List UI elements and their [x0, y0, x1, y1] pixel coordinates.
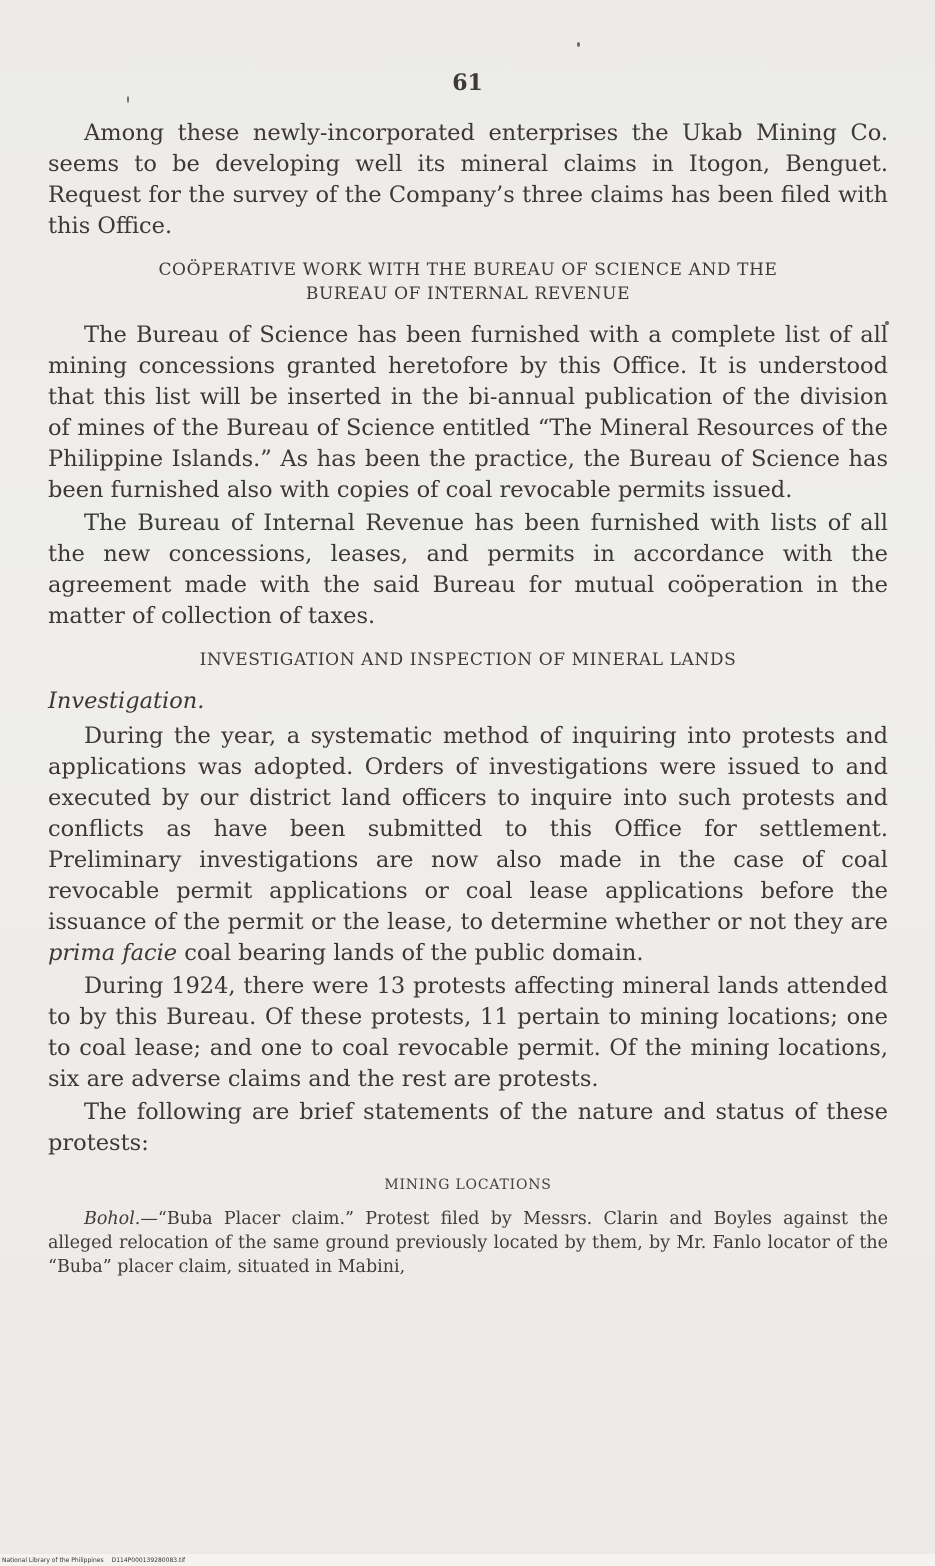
section-heading-line1: COÖPERATIVE WORK WITH THE BUREAU OF SCIENCE AND THE [158, 260, 778, 280]
page-number: 61 [452, 70, 483, 96]
paragraph-text-start: During the year, a systematic method of inquiring into protests and applications was adopted. Orders of investigations were issued to and executed by our district land officers to inquire into such protests and conflicts as have been submitted to this Office for settlement. Preliminary investigations are now also made in the case of coal revocable permit applications or coal lease applications before the issuance of the permit or the lease, to determine whether or not they are [48, 723, 888, 935]
intro-paragraph: Among these newly-incorporated enterprises the Ukab Mining Co. seems to be developing well its mineral claims in Itogon, Benguet. Request for the survey of the Company’s three claims has been filed with this Office. [48, 120, 888, 239]
footer-source: National Library of the Philippines [2, 1557, 104, 1564]
paragraph-systematic-method [48, 721, 888, 969]
paragraph-protests-1924: During 1924, there were 13 protests affecting mineral lands attended to by this Bureau. Of these protests, 11 pertain to mining locations; one to coal lease; and one to coal revocable permit. Of the mining locations, six are adverse claims and the rest are protests. [48, 973, 888, 1092]
ink-speck [127, 96, 129, 103]
section-heading-mining-locations: MINING LOCATIONS [384, 1177, 552, 1193]
paragraph-bohol-protest [48, 1207, 888, 1279]
section-heading-investigation: INVESTIGATION AND INSPECTION OF MINERAL LANDS [199, 650, 737, 670]
paragraph-bureau-of-science: The Bureau of Science has been furnished with a complete list of all mining concessions granted heretofore by this Office. It is understood that this list will be inserted in the bi-annual publication of the division of mines of the Bureau of Science entitled “The Mineral Resources of the Philippine Islands.” As has been the practice, the Bureau of Science has been furnished also with copies of coal revocable permits issued. [48, 322, 888, 503]
paragraph-text-end: coal bearing lands of the public domain. [177, 940, 644, 966]
page-content [48, 118, 888, 1279]
ink-speck [577, 42, 580, 47]
subheading-investigation: Investigation. [48, 688, 205, 714]
scan-footer [2, 1557, 185, 1564]
footer-file-id: D114P000139280083.tif [111, 1557, 186, 1564]
latin-term: prima facie [48, 940, 178, 966]
section-heading-cooperative-work [48, 258, 888, 306]
paragraph-internal-revenue: The Bureau of Internal Revenue has been furnished with lists of all the new concessions, leases, and permits in accordance with the agreement made with the said Bureau for mutual coöperation in the matter of collection of taxes. [48, 510, 888, 629]
section-heading-line2: BUREAU OF INTERNAL REVENUE [305, 284, 631, 304]
protest-text: —“Buba Placer claim.” Protest filed by Messrs. Clarin and Boyles against the alleged relocation of the same ground previously located by them, by Mr. Fanlo locator of the “Buba” placer claim, situated in Mabini, [48, 1209, 888, 1277]
paragraph-following-statements: The following are brief statements of the nature and status of these protests: [48, 1099, 888, 1156]
location-name: Bohol. [84, 1209, 141, 1229]
